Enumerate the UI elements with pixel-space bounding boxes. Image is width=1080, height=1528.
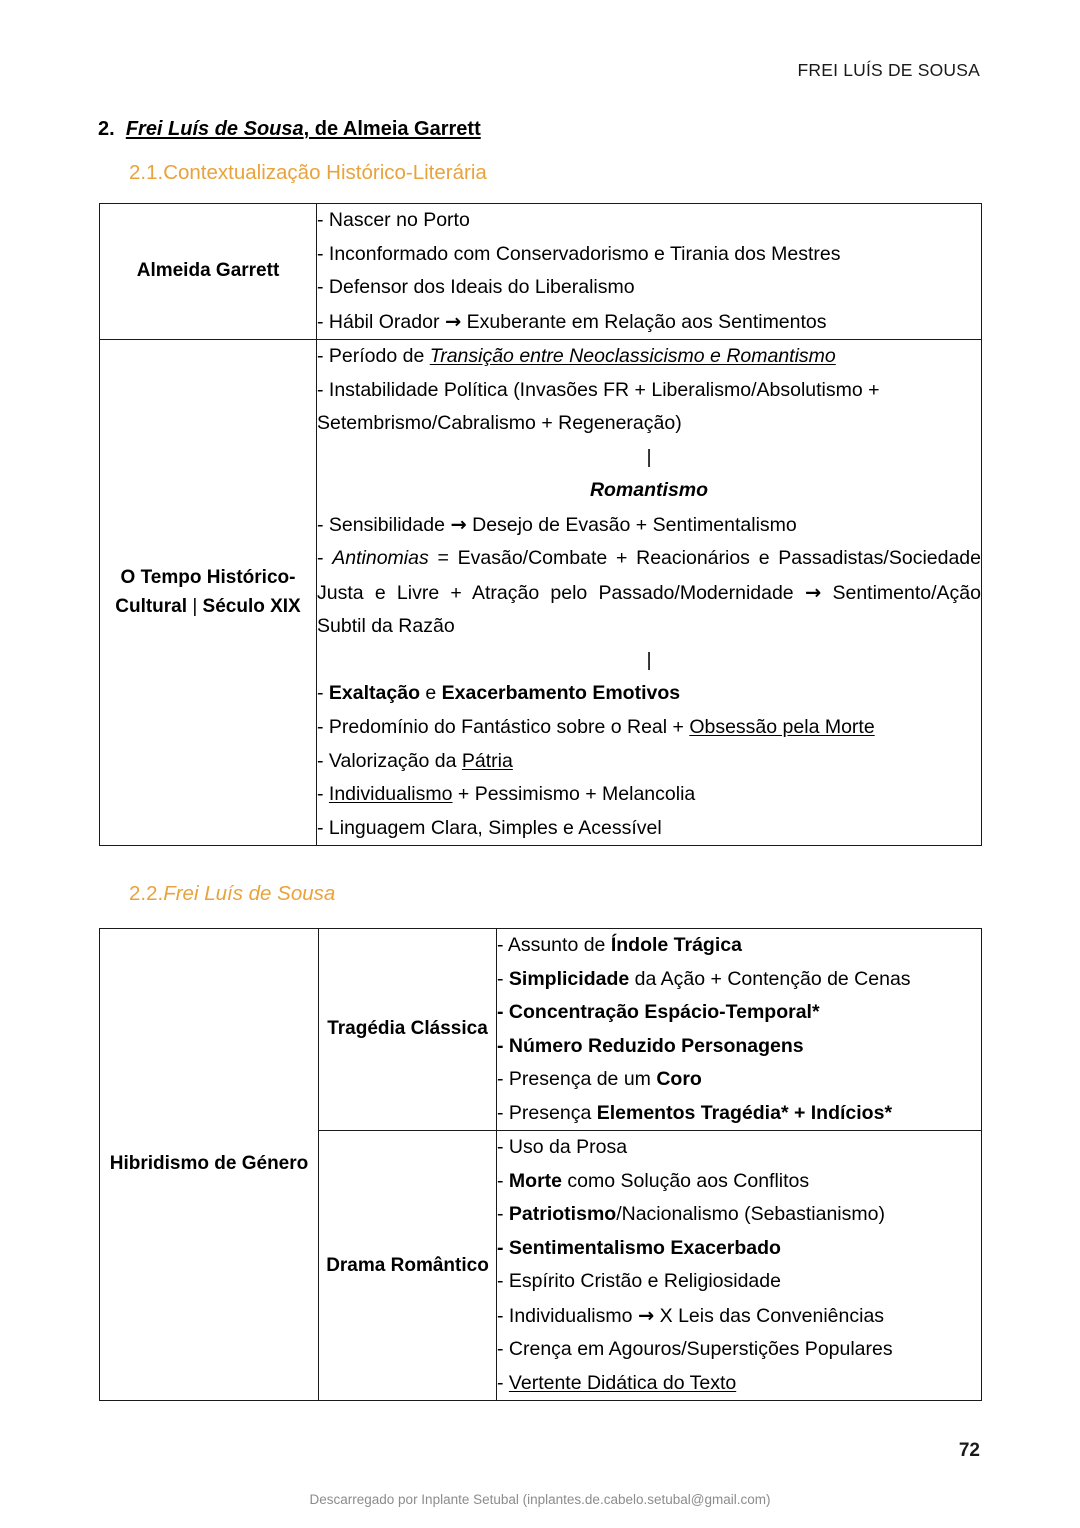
list-item [317,745,981,779]
text-part: - Presença de um [497,1068,657,1091]
list-item [317,508,981,543]
text-part: X Leis das Conveniências [654,1304,885,1327]
subsection-heading-2-1 [129,161,487,185]
list-item [317,677,981,711]
label-line: Hibridismo de [109,1153,237,1175]
subsection-heading-2-2 [129,882,335,906]
text-part: - [497,1371,509,1394]
text-part: = Evasão/Combate + Reacionários e Passadistas/Sociedade Justa e Livre + Atração pelo Passado/Modernidade [317,547,982,604]
row-label-tragedia-classica [319,929,497,1131]
text-part-emphasis: Individualismo [328,783,453,806]
table-row [100,929,982,1131]
page-number: 72 [958,1440,980,1461]
text-part: e [419,682,442,705]
text-part: - Período de [317,345,430,368]
text-part: + Pessimismo + Melancolia [452,783,696,806]
text-part: - [317,682,329,705]
text-part: Desejo de Evasão + Sentimentalismo [466,513,797,536]
row-label-tempo-historico-cultural [100,340,317,846]
label-line: O Tempo [120,567,202,589]
text-part: - [317,783,329,806]
label-line: Século XIX [202,595,301,617]
list-item: - Linguagem Clara, Simples e Acessível [317,816,662,839]
label-line: Género [241,1153,309,1175]
row-content-almeida-garrett [317,204,982,340]
text-part: - Valorização da [317,749,462,772]
text-part-emphasis: Pátria [461,749,513,772]
list-item: - Crença em Agouros/Superstições Populares [497,1338,893,1361]
footer-note: Descarregado por Inplante Setubal (inplantes.de.cabelo.setubal@gmail.com) [309,1492,771,1507]
arrow-icon: → [444,309,462,333]
subsection-2-1-number: 2.1. [129,161,164,184]
text-part: /Nacionalismo (Sebastianismo) [616,1203,885,1226]
row-label-hibridismo-genero [100,929,319,1401]
list-item [497,929,981,963]
section-work-title: Frei Luís de Sousa [125,118,304,140]
text-part-emphasis: Morte [508,1169,563,1192]
label-line: Romântico [390,1254,489,1276]
vertical-bar-glyph: | [192,595,198,617]
list-item [317,778,981,812]
list-item [497,1097,981,1131]
list-item: - Defensor dos Ideais do Liberalismo [317,276,635,299]
subsection-2-2-number: 2.2. [129,882,164,905]
text-part-emphasis: Transição entre Neoclassicismo e Romantismo [429,345,836,368]
text-part-emphasis: Exacerbamento Emotivos [441,682,681,705]
row-label-drama-romantico [319,1131,497,1401]
list-item-romantismo: Romantismo [589,479,709,502]
vertical-bar-glyph: | [646,648,652,671]
text-part: - [497,1169,509,1192]
list-item: - Instabilidade Política (Invasões FR + Liberalismo/Absolutismo + Setembrismo/Cabralismo + Regeneração) [317,378,880,435]
arrow-icon: → [804,580,822,604]
text-part: como Solução aos Conflitos [562,1169,810,1192]
label-line: Tragédia [327,1018,406,1040]
list-item [497,1165,981,1199]
text-part: - Sensibilidade [317,513,451,536]
text-part-emphasis: Simplicidade [508,967,630,990]
text-part: - Presença [497,1101,597,1124]
subsection-2-1-title: Contextualização Histórico-Literária [163,161,487,184]
label-line: Drama [326,1254,386,1276]
list-item [497,1367,981,1401]
text-part: Sentimento/Ação Subtil da Razão [317,581,981,638]
list-item [497,963,981,997]
arrow-icon: → [450,512,467,536]
arrow-icon: → [637,1303,655,1327]
list-item: - Concentração Espácio-Temporal* [497,1001,820,1024]
list-item [497,1198,981,1232]
row-content-tragedia-classica [497,929,982,1131]
vertical-bar-glyph: | [646,445,652,468]
text-part: - [497,967,509,990]
list-item: - Número Reduzido Personagens [497,1034,804,1057]
table-contextualizacao [99,203,982,846]
text-part-emphasis: Coro [656,1068,702,1091]
text-part: - [497,1203,509,1226]
list-item [317,305,981,340]
list-item [317,711,981,745]
text-part: - Hábil Orador [317,310,445,333]
text-part-emphasis: Elementos Tragédia* + Indícios* [596,1101,893,1124]
row-content-tempo-historico-cultural [317,340,982,846]
text-part-emphasis: Obsessão pela Morte [689,715,875,738]
section-title-rest: , de Almeia Garrett [303,118,481,140]
subsection-2-2-title: Frei Luís de Sousa [163,882,336,905]
list-item [497,1063,981,1097]
list-item [497,1299,981,1334]
row-label-almeida-garrett: Almeida Garrett [100,204,317,340]
label-line: Clássica [410,1018,488,1040]
text-part-emphasis: Antinomias [332,547,429,570]
text-part-emphasis: Índole Trágica [610,934,742,956]
page-title [98,118,481,141]
label-line: Histórico-Cultural [115,567,296,617]
text-part: - [317,547,333,570]
table-hibridismo-genero [99,928,982,1401]
text-part: - Assunto de [497,934,611,956]
text-part-emphasis: Patriotismo [508,1203,617,1226]
text-part: Exuberante em Relação aos Sentimentos [461,310,827,333]
text-part: - Individualismo [497,1304,638,1327]
text-part-emphasis: Exaltação [328,682,420,705]
running-header: FREI LUÍS DE SOUSA [797,60,980,80]
list-item [317,542,981,644]
list-item [317,340,981,374]
row-content-drama-romantico [497,1131,982,1401]
section-number: 2. [98,118,115,140]
list-item: - Nascer no Porto [317,209,470,231]
list-item: - Espírito Cristão e Religiosidade [497,1270,781,1293]
list-item: - Uso da Prosa [497,1136,628,1159]
text-part-emphasis: Vertente Didática do Texto [508,1371,737,1394]
table-row [100,204,982,340]
text-part: - Predomínio do Fantástico sobre o Real + [317,715,690,738]
list-item: - Inconformado com Conservadorismo e Tirania dos Mestres [317,242,841,265]
text-part: da Ação + Contenção de Cenas [629,967,911,990]
table-row [100,340,982,846]
list-item: - Sentimentalismo Exacerbado [497,1236,781,1259]
